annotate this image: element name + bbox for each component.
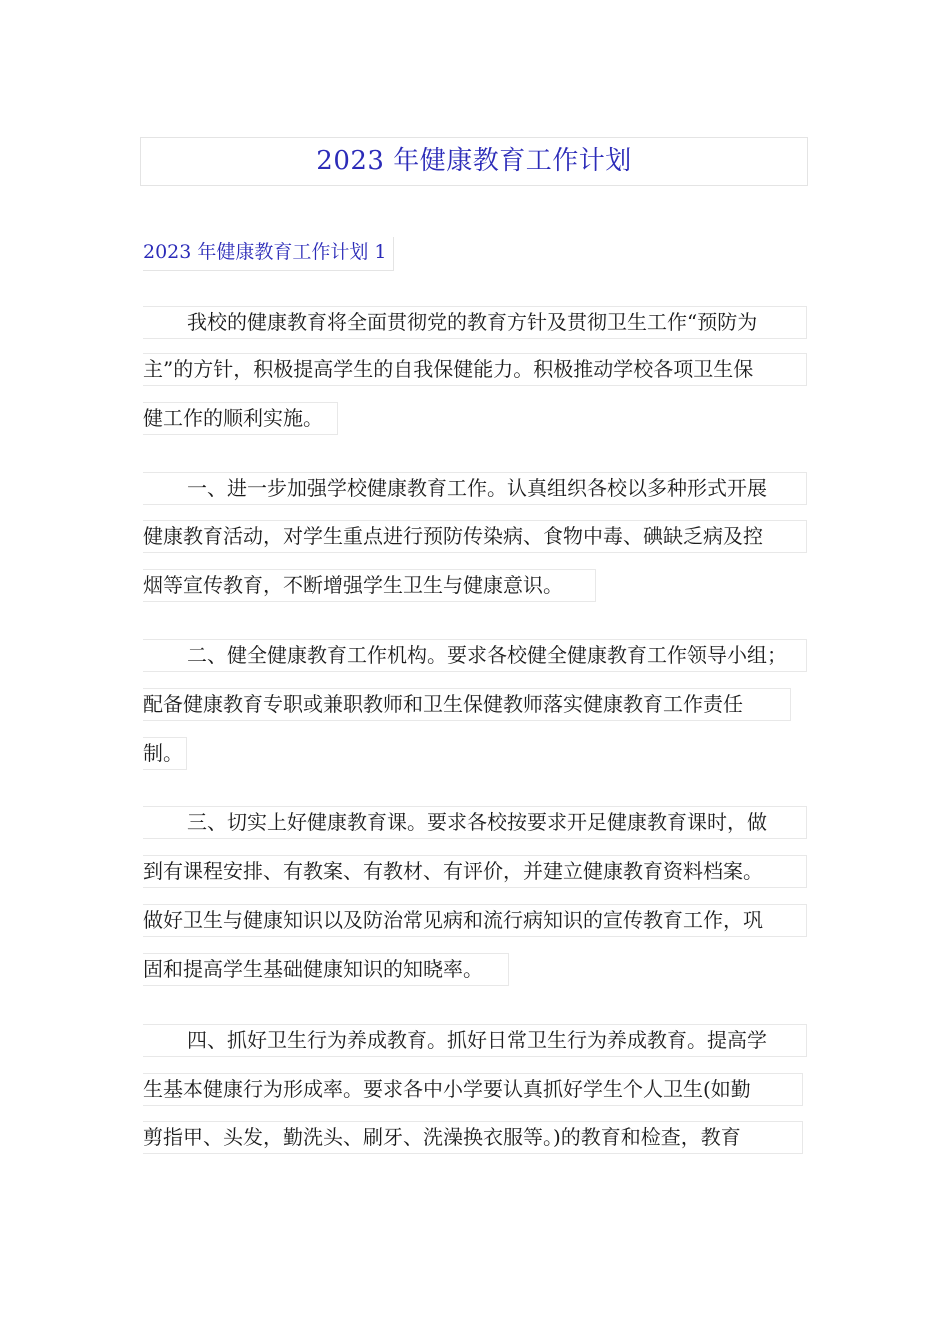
paragraph-line: 一、进一步加强学校健康教育工作。认真组织各校以多种形式开展 <box>143 472 807 505</box>
paragraph-line: 三、切实上好健康教育课。要求各校按要求开足健康教育课时，做 <box>143 806 807 839</box>
paragraph-line: 固和提高学生基础健康知识的知晓率。 <box>143 953 509 986</box>
paragraph-line: 做好卫生与健康知识以及防治常见病和流行病知识的宣传教育工作，巩 <box>143 904 807 937</box>
paragraph-line: 二、健全健康教育工作机构。要求各校健全健康教育工作领导小组； <box>143 639 807 672</box>
paragraph-line: 健康教育活动，对学生重点进行预防传染病、食物中毒、碘缺乏病及控 <box>143 520 807 553</box>
paragraph-line: 烟等宣传教育，不断增强学生卫生与健康意识。 <box>143 569 596 602</box>
paragraph-line: 生基本健康行为形成率。要求各中小学要认真抓好学生个人卫生(如勤 <box>143 1073 803 1106</box>
paragraph-line: 到有课程安排、有教案、有教材、有评价，并建立健康教育资料档案。 <box>143 855 807 888</box>
title-box <box>140 137 808 186</box>
paragraph-line: 我校的健康教育将全面贯彻党的教育方针及贯彻卫生工作“预防为 <box>143 306 807 339</box>
paragraph-line: 四、抓好卫生行为养成教育。抓好日常卫生行为养成教育。提高学 <box>143 1024 807 1057</box>
paragraph-line: 健工作的顺利实施。 <box>143 402 338 435</box>
paragraph-line: 剪指甲、头发，勤洗头、刷牙、洗澡换衣服等。)的教育和检查，教育 <box>143 1121 803 1154</box>
section-heading: 2023 年健康教育工作计划 1 <box>143 237 394 271</box>
paragraph-line: 配备健康教育专职或兼职教师和卫生保健教师落实健康教育工作责任 <box>143 688 791 721</box>
paragraph-line: 制。 <box>143 737 187 770</box>
paragraph-line: 主”的方针，积极提高学生的自我保健能力。积极推动学校各项卫生保 <box>143 353 807 386</box>
document-title: 2023 年健康教育工作计划 <box>316 146 632 176</box>
